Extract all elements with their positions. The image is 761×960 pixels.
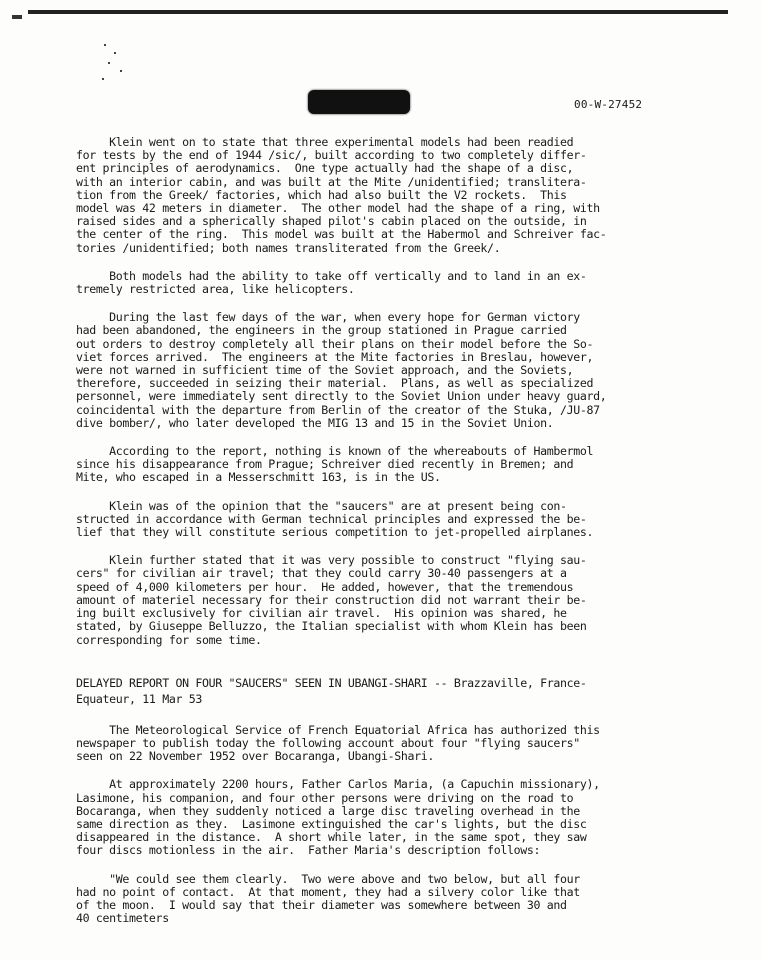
paragraph-klein-models: Klein went on to state that three experimental models had been readied for tests by the end of 1944 /sic/, built according to two completely differ- ent principles of aerodynamics. One type actually had the shape of a disc, with an interior cabin, and was built at the Mite /unidentified; translitera- tion from the Greek/ factories, which had also built the V2 rockets. This model was 42 meters in diameter. The other model had the shape of a ring, with raised sides and a spherically shaped pilot's cabin placed on the outside, in the center of the ring. This model was built at the Habermol and Schreiver fac- tories /unidentified; both names transliterated from the Greek/. — [76, 135, 607, 255]
section-heading: DELAYED REPORT ON FOUR "SAUCERS" SEEN IN UBANGI-SHARI -- Brazzaville, France- Equateur, 11 Mar 53 — [76, 675, 587, 706]
document-body — [76, 136, 656, 940]
paragraph-civilian-travel: Klein further stated that it was very possible to construct "flying sau- cers" for civilian air travel; that they could carry 30-40 passengers at a speed of 4,000 kilometers per hour. He added, however, that the tremendous amount of materiel necessary for their construction did not warrant their be- ing built exclusively for civilian air travel. His opinion was shared, he stated, by Giuseppe Belluzzo, the Italian specialist with whom Klein has been corresponding for some time. — [76, 553, 587, 647]
document-number: 00-W-27452 — [574, 98, 643, 111]
top-border-mark — [12, 15, 22, 19]
paragraph-last-days-of-war: During the last few days of the war, when every hope for German victory had been abandoned, the engineers in the group stationed in Prague carried out orders to destroy completely all their plans on their model before the So- viet forces arrived. The engineers at the Mite factories in Breslau, however, were not warned in sufficient time of the Soviet approach, and the Soviets, therefore, succeeded in seizing their material. Plans, as well as specialized personnel, were immediately sent directly to the Soviet Union under heavy guard, coincidental with the departure from Berlin of the creator of the Stuka, /JU-87 dive bomber/, who later developed the MIG 13 and 15 in the Soviet Union. — [76, 310, 607, 430]
top-border-rule — [28, 10, 728, 14]
paragraph-klein-opinion: Klein was of the opinion that the "saucers" are at present being con- structed in accordance with German technical principles and expressed the be- lief that they will constitute serious competition to jet-propelled airplanes. — [76, 498, 594, 540]
paragraph-quote: "We could see them clearly. Two were above and two below, but all four had no point of contact. At that moment, they had a silvery color like that of the moon. I would say that their diameter was somewhere between 30 and 40 centimeters — [76, 871, 580, 926]
page-bottom-edge — [0, 948, 761, 960]
paragraph-vertical-takeoff: Both models had the ability to take off vertically and to land in an ex- tremely restricted area, like helicopters. — [76, 268, 587, 297]
paragraph-sighting-account: At approximately 2200 hours, Father Carlos Maria, (a Capuchin missionary), Lasimone, his companion, and four other persons were driving on the road to Bocaranga, when they suddenly noticed a large disc traveling overhead in the same direction as they. Lasimone extinguished the car's lights, but the disc disappeared in the distance. A short while later, in the same spot, they saw four discs motionless in the air. Father Maria's description follows: — [76, 777, 600, 858]
scan-specks — [100, 40, 130, 90]
paragraph-whereabouts: According to the report, nothing is known of the whereabouts of Hambermol since his disappearance from Prague; Schreiver died recently in Bremen; and Mite, who escaped in a Messerschmitt 163, is in the US. — [76, 444, 594, 485]
paragraph-meteorological-service: The Meteorological Service of French Equatorial Africa has authorized this newspaper to publish today the following account about four "flying saucers" seen on 22 November 1952 over Bocaranga, Ubangi-Shari. — [76, 722, 600, 764]
redaction-block — [308, 90, 410, 114]
